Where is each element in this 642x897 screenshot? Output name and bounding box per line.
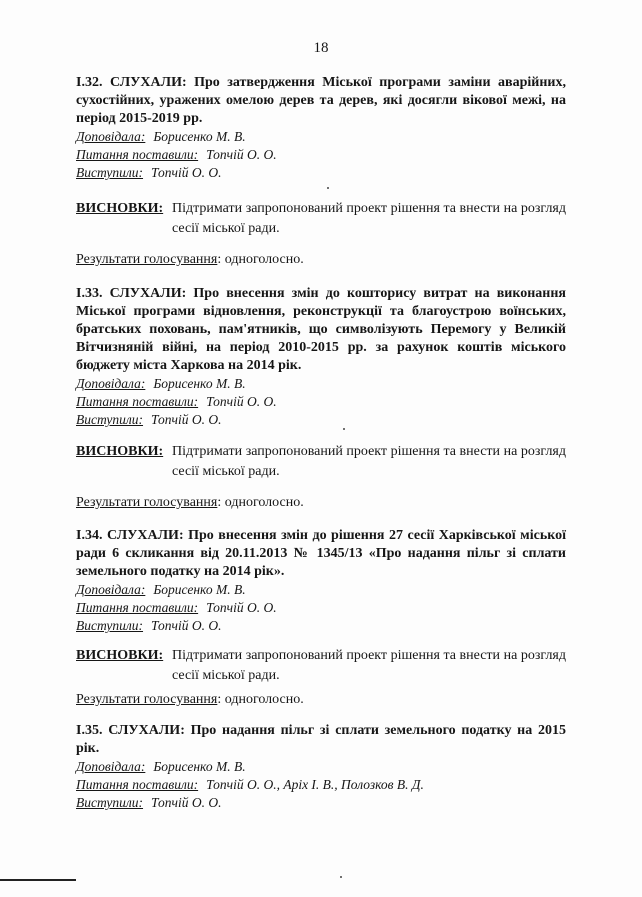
voting-result-1-33 bbox=[76, 494, 304, 512]
questions-names: Топчій О. О. bbox=[206, 394, 277, 409]
speaker-label: Доповідала: bbox=[76, 376, 146, 391]
questions-label: Питання поставили: bbox=[76, 147, 199, 162]
spoke-names: Топчій О. О. bbox=[151, 412, 222, 427]
conclusion-1-33 bbox=[76, 442, 566, 482]
questions-names: Топчій О. О. bbox=[206, 600, 277, 615]
conclusion-text: Підтримати запропонований проект рішення та внести на розгляд сесії міської ради. bbox=[172, 201, 566, 236]
questions-line bbox=[76, 393, 566, 411]
questions-line bbox=[76, 776, 566, 794]
speaker-name: Борисенко М. В. bbox=[153, 129, 246, 144]
footer-rule bbox=[0, 879, 76, 881]
questions-line bbox=[76, 599, 566, 617]
speaker-line bbox=[76, 581, 566, 599]
voting-result-value: : одноголосно. bbox=[217, 252, 304, 267]
item-heading: І.33. СЛУХАЛИ: Про внесення змін до кошторису витрат на виконання Міської програми відновлення, реконструкції та благоустрою воїнських, братських поховань, пам'ятників, що символізують Перемогу у Великій Вітчизняній війні, на період 2010-2015 рр. за рахунок коштів міського бюджету міста Харкова на 2014 рік. bbox=[76, 286, 566, 373]
spoke-label: Виступили: bbox=[76, 165, 144, 180]
speaker-line bbox=[76, 128, 566, 146]
item-heading: І.35. СЛУХАЛИ: Про надання пільг зі сплати земельного податку на 2015 рік. bbox=[76, 723, 566, 756]
speaker-name: Борисенко М. В. bbox=[153, 582, 246, 597]
conclusion-label: ВИСНОВКИ: bbox=[76, 648, 164, 663]
spoke-names: Топчій О. О. bbox=[151, 618, 222, 633]
speaker-name: Борисенко М. В. bbox=[153, 376, 246, 391]
spoke-names: Топчій О. О. bbox=[151, 795, 222, 810]
speaker-label: Доповідала: bbox=[76, 759, 146, 774]
speaker-label: Доповідала: bbox=[76, 582, 146, 597]
page-number: 18 bbox=[313, 40, 329, 56]
conclusion-1-34 bbox=[76, 646, 566, 686]
agenda-item-1-33 bbox=[76, 285, 566, 429]
spoke-label: Виступили: bbox=[76, 795, 144, 810]
voting-result-value: : одноголосно. bbox=[217, 692, 304, 707]
speaker-line bbox=[76, 758, 566, 776]
agenda-item-1-32 bbox=[76, 74, 566, 182]
questions-label: Питання поставили: bbox=[76, 394, 199, 409]
item-heading: І.34. СЛУХАЛИ: Про внесення змін до рішення 27 сесії Харківської міської ради 6 скликання від 20.11.2013 № 1345/13 «Про надання пільг зі сплати земельного податку на 2014 рік». bbox=[76, 528, 566, 579]
spoke-line bbox=[76, 617, 566, 635]
scan-speck bbox=[340, 876, 342, 878]
speaker-label: Доповідала: bbox=[76, 129, 146, 144]
speaker-line bbox=[76, 375, 566, 393]
voting-result-1-34 bbox=[76, 691, 304, 709]
questions-line bbox=[76, 146, 566, 164]
questions-label: Питання поставили: bbox=[76, 777, 199, 792]
voting-result-label: Результати голосування bbox=[76, 495, 218, 510]
item-heading: І.32. СЛУХАЛИ: Про затвердження Міської програми заміни аварійних, сухостійних, уражених омелою дерев та дерев, які досягли вікової межі, на період 2015-2019 рр. bbox=[76, 75, 566, 126]
agenda-item-1-34 bbox=[76, 527, 566, 635]
spoke-line bbox=[76, 411, 566, 429]
speaker-name: Борисенко М. В. bbox=[153, 759, 246, 774]
spoke-label: Виступили: bbox=[76, 618, 144, 633]
voting-result-label: Результати голосування bbox=[76, 252, 218, 267]
spoke-label: Виступили: bbox=[76, 412, 144, 427]
voting-result-value: : одноголосно. bbox=[217, 495, 304, 510]
conclusion-text: Підтримати запропонований проект рішення та внести на розгляд сесії міської ради. bbox=[172, 444, 566, 479]
questions-names: Топчій О. О. bbox=[206, 147, 277, 162]
conclusion-text: Підтримати запропонований проект рішення та внести на розгляд сесії міської ради. bbox=[172, 648, 566, 683]
voting-result-1-32 bbox=[76, 251, 304, 269]
conclusion-1-32 bbox=[76, 199, 566, 239]
spoke-line bbox=[76, 794, 566, 812]
agenda-item-1-35 bbox=[76, 722, 566, 812]
spoke-line bbox=[76, 164, 566, 182]
questions-names: Топчій О. О., Аріх І. В., Полозков В. Д. bbox=[206, 777, 424, 792]
voting-result-label: Результати голосування bbox=[76, 692, 218, 707]
spoke-names: Топчій О. О. bbox=[151, 165, 222, 180]
conclusion-label: ВИСНОВКИ: bbox=[76, 444, 164, 459]
scan-speck bbox=[343, 428, 345, 430]
questions-label: Питання поставили: bbox=[76, 600, 199, 615]
scan-speck bbox=[327, 187, 329, 189]
conclusion-label: ВИСНОВКИ: bbox=[76, 201, 164, 216]
